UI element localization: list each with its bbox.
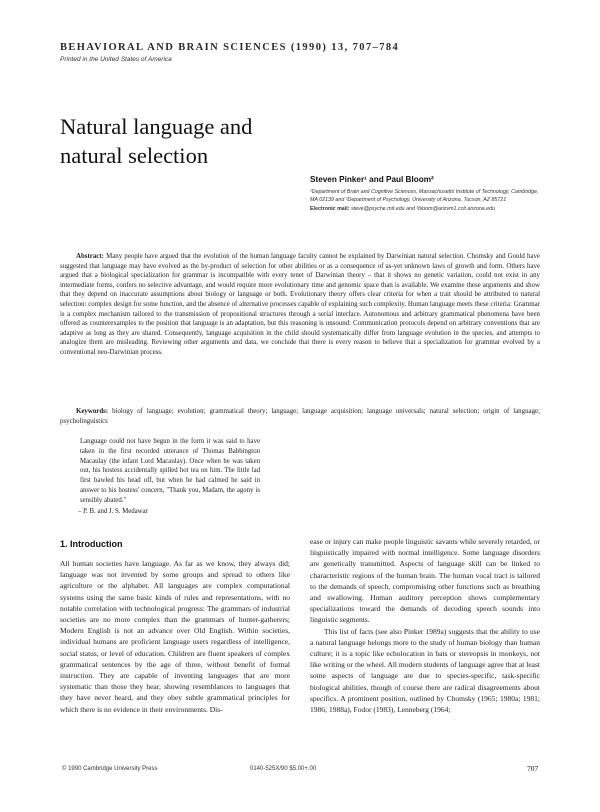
epigraph-attribution: – P. B. and J. S. Medawar bbox=[78, 508, 148, 515]
author-line: Steven Pinker¹ and Paul Bloom² bbox=[310, 175, 434, 184]
keywords-label: Keywords: bbox=[76, 408, 109, 415]
issn-code: 0140-525X/90 $5.00+.00 bbox=[250, 766, 317, 772]
journal-header: BEHAVIORAL AND BRAIN SCIENCES (1990) 13, 707–784 bbox=[60, 42, 400, 53]
abstract bbox=[60, 252, 540, 358]
paper-title: Natural language and natural selection bbox=[60, 114, 253, 168]
printed-note: Printed in the United States of America bbox=[60, 56, 172, 63]
abstract-label: Abstract: bbox=[76, 253, 104, 260]
section-heading: 1. Introduction bbox=[60, 539, 123, 549]
abstract-text: Many people have argued that the evolution of the human language faculty cannot be explained by Darwinian natural selection. Chomsky and Gould have suggested that language may have evolved as the by-product of selection for other abilities or as a consequence of as-yet unknown laws of growth and form. Others have argued that a biological specialization for grammar is incompatible with every tenet of Darwinian theory – that it shows no genetic variation, could not exist in any intermediate forms, confers no selective advantage, and would require more evolutionary time and genomic space than is available. We examine these arguments and show that they depend on inaccurate assumptions about biology or language or both. Evolutionary theory offers clear criteria for when a trait should be attributed to natural selection: complex design for some function, and the absence of alternative processes capable of explaining such complexity. Human language meets these criteria: Grammar is a complex mechanism tailored to the transmission of propositional structures through a serial interface. Autonomous and arbitrary grammatical phenomena have been offered as counterexamples to the position that language is an adaptation, but this reasoning is unsound: Communication protocols depend on arbitrary conventions that are adaptive as long as they are shared. Consequently, language acquisition in the child should systematically differ from language evolution in the species, and attempts to analogize them are misleading. Reviewing other arguments and data, we conclude that there is every reason to believe that a specialization for grammar evolved by a conventional neo-Darwinian process. bbox=[60, 253, 540, 356]
affiliations bbox=[310, 188, 540, 213]
email-label: Electronic mail: bbox=[310, 205, 350, 212]
keywords bbox=[60, 407, 540, 426]
body-paragraph: ease or injury can make people linguistic savants while severely retarded, or linguistically impaired with normal intelligence. Some language disorders are genetically transmitted. Aspects of language skill can be linked to characteristic regions of the human brain. The human vocal tract is tailored to the demands of speech, compromising other functions such as breathing and swallowing. Human auditory perception shows complementary specializations toward the demands of decoding speech sounds into linguistic segments. bbox=[310, 537, 540, 625]
body-paragraph: This list of facts (see also Pinker 1989a) suggests that the ability to use a natural language belongs more to the study of human biology than human culture; it is a topic like echolocation in bats or stereopsis in monkeys, not like writing or the wheel. All modern students of language agree that at least some aspects of language are due to species-specific, task-specific biological abilities, though of course there are radical disagreements about specifics. A prominent position, outlined by Chomsky (1965; 1980a; 1981; 1986; 1988a), Fodor (1983), Lenneberg (1964; bbox=[310, 626, 540, 715]
body-paragraph: All human societies have language. As far as we know, they always did; language was not invented by some groups and spread to others like agriculture or the alphabet. All languages are complex computational systems using the same basic kinds of rules and representations, with no notable correlation with technological progress: The grammars of industrial societies are no more complex than the grammars of hunter-gatherers; Modern English is not an advance over Old English. Within societies, individual humans are proficient language users regardless of intelligence, social status, or level of education. Children are fluent speakers of complex grammatical sentences by the age of three, without benefit of formal instruction. They are capable of inventing languages that are more systematic than those they hear, showing resemblances to languages that they have never heard, and they obey subtle grammatical principles for which there is no evidence in their environments. Dis- bbox=[60, 559, 290, 714]
email-addresses: steve@psyche.mit.edu and ²bloom@arizvm1.ccit.arizona.edu bbox=[350, 205, 496, 212]
body-column-right bbox=[310, 536, 540, 715]
epigraph-quote: Language could not have begun in the form it was said to have taken in the first recorded utterance of Thomas Babbington Macaulay (the infant Lord Macaulay). Once when he was taken out, his hostess accidentally spilled hot tea on him. The little lad first bawled his head off, but when he had calmed he said in answer to his hostess' concern, "Thank you, Madam, the agony is sensibly abated." bbox=[80, 438, 260, 504]
keywords-text: biology of language; evolution; grammatical theory; language; language acquisition; language universals; natural selection; origin of language; psycholinguistics bbox=[60, 408, 540, 425]
copyright-notice: © 1990 Cambridge University Press bbox=[62, 766, 158, 772]
body-column-left bbox=[60, 558, 290, 715]
affiliation-text: ¹Department of Brain and Cognitive Sciences, Massachusetts Institute of Technology, Cambridge, MA 02139 and ²Department of Psychology, University of Arizona, Tucson, AZ 85721 bbox=[310, 189, 539, 204]
page-number: 707 bbox=[527, 764, 539, 773]
